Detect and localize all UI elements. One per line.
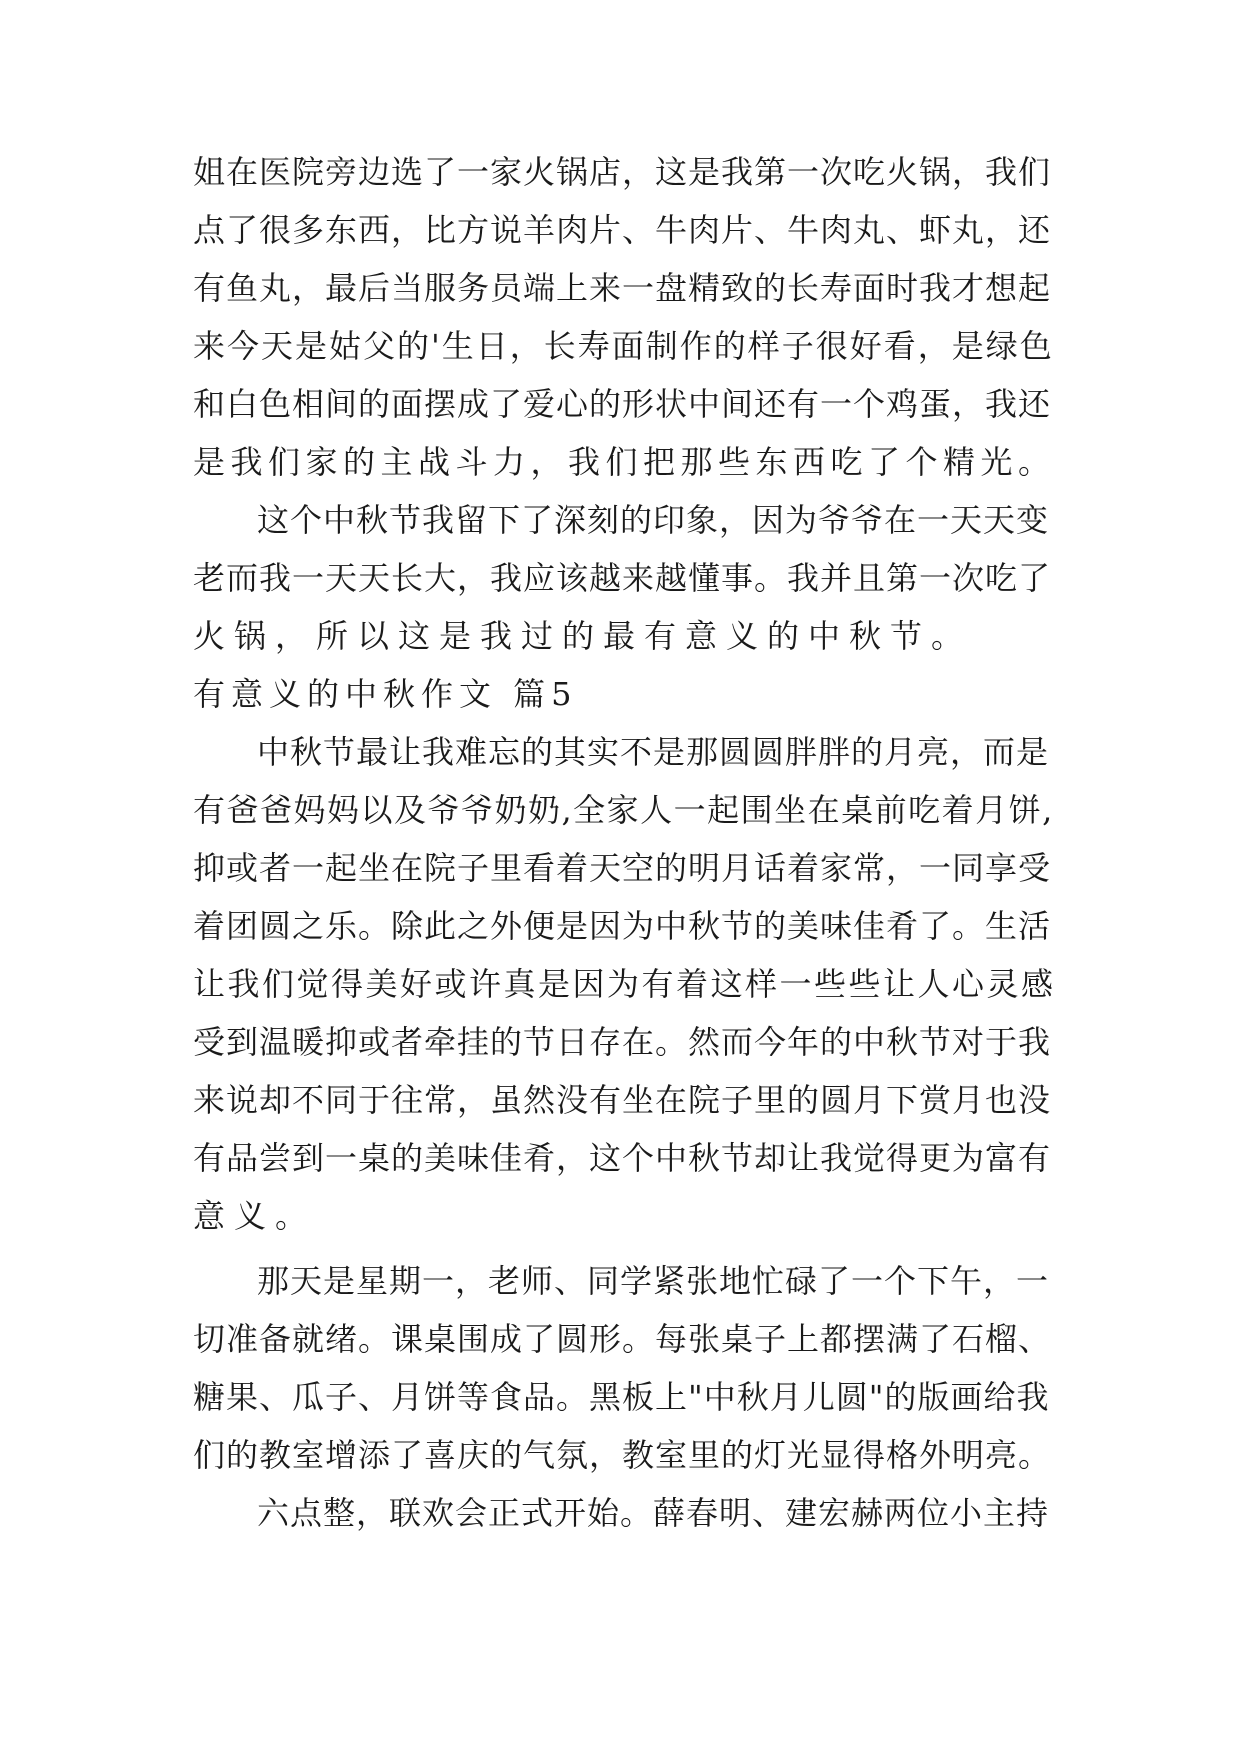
paragraph-line: 这个中秋节我留下了深刻的印象，因为爷爷在一天天变 — [257, 501, 1050, 539]
paragraph-line: 点了很多东西，比方说羊肉片、牛肉片、牛肉丸、虾丸，还 — [193, 211, 1052, 249]
section-heading: 有意义的中秋作文 篇5 — [193, 675, 578, 713]
paragraph-line: 让我们觉得美好或许真是因为有着这样一些些让人心灵感 — [193, 965, 1056, 1003]
paragraph-line: 有爸爸妈妈以及爷爷奶奶,全家人一起围坐在桌前吃着月饼, — [193, 791, 1054, 829]
paragraph-line: 来今天是姑父的'生日，长寿面制作的样子很好看，是绿色 — [193, 327, 1054, 365]
paragraph-line: 是我们家的主战斗力，我们把那些东西吃了个精光。 — [193, 443, 1056, 481]
paragraph-line: 火锅，所以这是我过的最有意义的中秋节。 — [193, 617, 973, 655]
paragraph-line: 切准备就绪。课桌围成了圆形。每张桌子上都摆满了石榴、 — [193, 1320, 1052, 1358]
paragraph-line: 抑或者一起坐在院子里看着天空的明月话着家常，一同享受 — [193, 849, 1052, 887]
paragraph-line: 来说却不同于往常，虽然没有坐在院子里的圆月下赏月也没 — [193, 1081, 1052, 1119]
paragraph-line: 姐在医院旁边选了一家火锅店，这是我第一次吃火锅，我们 — [193, 153, 1052, 191]
paragraph-line: 那天是星期一，老师、同学紧张地忙碌了一个下午，一 — [257, 1262, 1050, 1300]
paragraph-line: 有鱼丸，最后当服务员端上来一盘精致的长寿面时我才想起 — [193, 269, 1052, 307]
paragraph-line: 意义。 — [193, 1197, 317, 1235]
paragraph-line: 着团圆之乐。除此之外便是因为中秋节的美味佳肴了。生活 — [193, 907, 1052, 945]
paragraph-line: 糖果、瓜子、月饼等食品。黑板上"中秋月儿圆"的版画给我 — [193, 1378, 1050, 1416]
paragraph-line: 受到温暖抑或者牵挂的节日存在。然而今年的中秋节对于我 — [193, 1023, 1052, 1061]
paragraph-line: 老而我一天天长大，我应该越来越懂事。我并且第一次吃了 — [193, 559, 1052, 597]
paragraph-line: 中秋节最让我难忘的其实不是那圆圆胖胖的月亮，而是 — [257, 733, 1050, 771]
paragraph-line: 六点整，联欢会正式开始。薛春明、建宏赫两位小主持 — [257, 1494, 1050, 1532]
paragraph-line: 们的教室增添了喜庆的气氛，教室里的灯光显得格外明亮。 — [193, 1436, 1052, 1474]
paragraph-line: 有品尝到一桌的美味佳肴，这个中秋节却让我觉得更为富有 — [193, 1139, 1052, 1177]
paragraph-line: 和白色相间的面摆成了爱心的形状中间还有一个鸡蛋，我还 — [193, 385, 1052, 423]
